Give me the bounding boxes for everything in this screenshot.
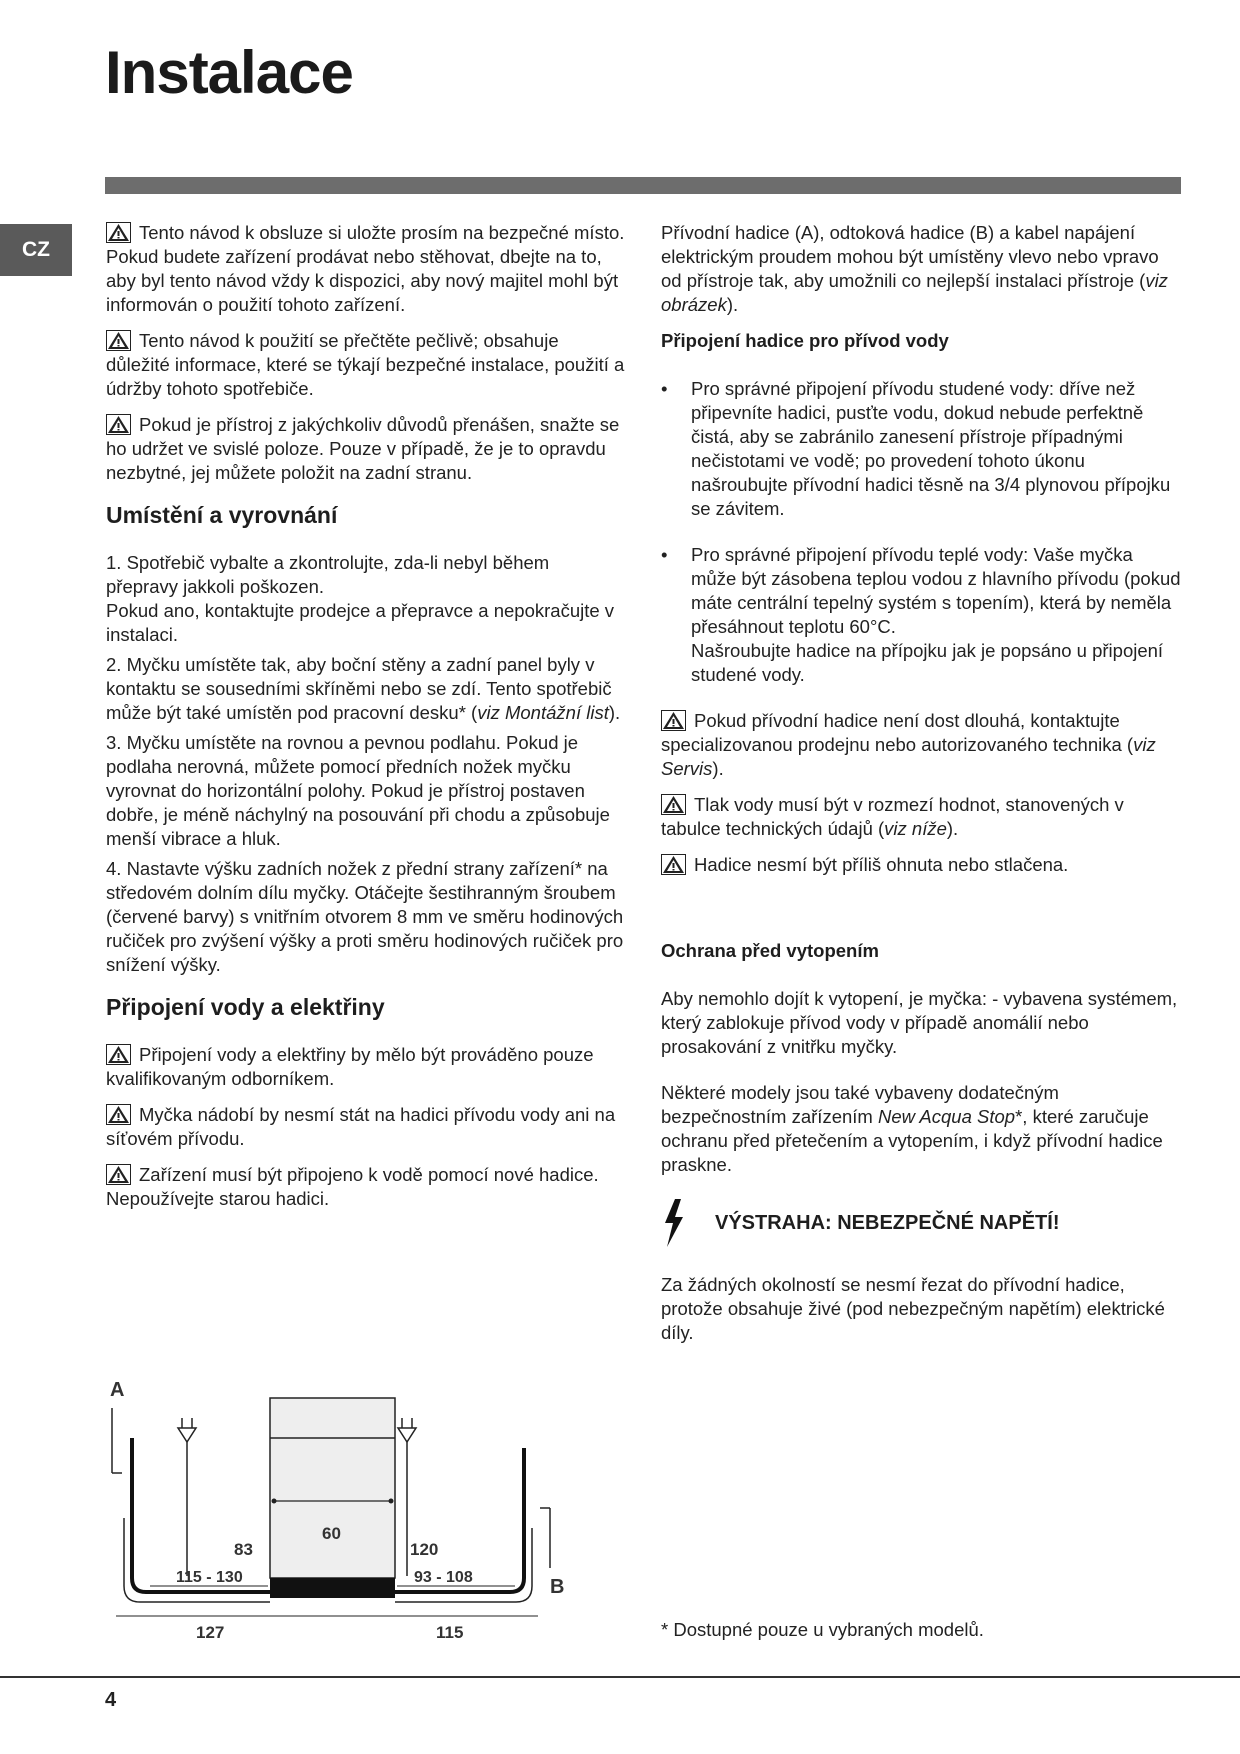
- right-column: [661, 221, 1181, 1357]
- step-2: 2. Myčku umístěte tak, aby boční stěny a zadní panel byly v kontaktu se sousedními skříněmi nebo se zdí. Tento spotřebič může být také umístěn pod pracovní desku* (viz Montážní list).: [106, 654, 621, 723]
- warning-paragraph: Tlak vody musí být v rozmezí hodnot, stanovených v tabulce technických údajů (viz níže).: [661, 794, 1124, 839]
- warning-paragraph: Tento návod k použití se přečtěte pečlivě; obsahuje důležité informace, které se týkají bezpečné instalace, použití a údržby tohoto spotřebiče.: [106, 330, 625, 399]
- water-bullets: [661, 377, 1181, 687]
- warning-icon: [661, 710, 686, 731]
- dishwasher-base: [270, 1578, 395, 1598]
- bullet-cold-water: • Pro správné připojení přívodu studené vody: dříve než připevníte hadici, pusťte vodu, dokud nebude perfektně čistá, aby se zabránilo zanesení přístroje případnými nečistotami ve vodě; po provedení tohoto úkonu našroubujte přívodní hadici těsně na 3/4 plynovou přípojku se závitem.: [661, 377, 1181, 521]
- warning-paragraph: Zařízení musí být připojeno k vodě pomocí nové hadice. Nepoužívejte starou hadici.: [106, 1164, 599, 1209]
- lightning-bolt-icon: [661, 1199, 685, 1247]
- diagram-label-b: B: [550, 1576, 565, 1598]
- dimension-left-range: 115 - 130: [176, 1569, 243, 1586]
- header-rule: [105, 177, 1181, 194]
- warning-icon: [106, 414, 131, 435]
- warning-paragraph: Hadice nesmí být příliš ohnuta nebo stlačena.: [661, 853, 1181, 877]
- left-trough-inner: [124, 1518, 270, 1602]
- danger-text: Za žádných okolností se nesmí řezat do přívodní hadice, protože obsahuje živé (pod nebezpečným napětím) elektrické díly.: [661, 1274, 1165, 1343]
- warning-icon: [106, 222, 131, 243]
- warning-paragraph: Pokud přívodní hadice není dost dlouhá, kontaktujte specializovanou prodejnu nebo autorizovaného technika (viz Servis).: [661, 710, 1156, 779]
- warning-icon: [661, 854, 686, 875]
- diagram-label-a: A: [110, 1379, 125, 1401]
- warning-icon: [106, 1164, 131, 1185]
- dimension-115: 115: [436, 1623, 464, 1642]
- dimension-60: 60: [322, 1524, 341, 1543]
- dimension-83: 83: [234, 1540, 253, 1559]
- page-number: 4: [105, 1689, 117, 1711]
- step-3: 3. Myčku umístěte na rovnou a pevnou podlahu. Pokud je podlaha nerovná, můžete pomocí předních nožek myčku vyrovnat do horizontální polohy. Pokud je přístroj postaven dobře, je méně náchylný na posouvání při chodu a způsobuje menší vibrace a hluk.: [106, 732, 610, 849]
- page-title: Instalace: [105, 39, 353, 106]
- left-tap-icon: [178, 1418, 196, 1576]
- installation-diagram: [110, 1379, 580, 1648]
- dimension-120: 120: [410, 1540, 439, 1559]
- section-heading-placement: Umístění a vyrovnání: [106, 502, 338, 528]
- danger-title: VÝSTRAHA: NEBEZPEČNÉ NAPĚTÍ!: [715, 1212, 1060, 1234]
- intro-paragraph: Přívodní hadice (A), odtoková hadice (B) a kabel napájení elektrickým proudem mohou být umístěny vlevo nebo vpravo od přístroje tak, aby umožnili co nejlepší instalaci přístroje (viz obrázek).: [661, 222, 1168, 315]
- step-4: 4. Nastavte výšku zadních nožek z přední strany zařízení* na středovém dolním dílu myčky. Otáčejte šestihranným šroubem (červené barvy) s vnitřním otvorem 8 mm ve směru hodinových ručiček pro zvýšení výšky a proti směru hodinových ručiček pro snížení výšky.: [106, 858, 624, 975]
- dimension-127: 127: [196, 1623, 225, 1642]
- flood-paragraph-1: Aby nemohlo dojít k vytopení, je myčka: - vybavena systémem, který zablokuje přívod vody v případě anomálií nebo prosakování z vnitřku myčky.: [661, 988, 1178, 1057]
- warning-paragraph: Pokud je přístroj z jakýchkoliv důvodů přenášen, snažte se ho udržet ve svislé poloze. Pouze v případě, že je to opravdu nezbytné, jej můžete položit na zadní stranu.: [106, 414, 620, 483]
- warning-icon: [106, 1104, 131, 1125]
- section-heading-connection: Připojení vody a elektřiny: [106, 994, 385, 1020]
- dimension-right-range: 93 - 108: [414, 1569, 473, 1586]
- step-1: 1. Spotřebič vybalte a zkontrolujte, zda-li nebyl během přepravy jakkoli poškozen. Pokud ano, kontaktujte prodejce a přepravce a nepokračujte v instalaci.: [106, 552, 615, 645]
- warning-paragraph: Tento návod k obsluze si uložte prosím na bezpečné místo. Pokud budete zařízení prodávat nebo stěhovat, dbejte na to, aby byl tento návod vždy k dispozici, aby nový majitel mohl být informován o použití tohoto zařízení.: [106, 222, 625, 315]
- warning-paragraph: Myčka nádobí by nesmí stát na hadici přívodu vody ani na síťovém přívodu.: [106, 1104, 616, 1149]
- footer-rule: [0, 1676, 1240, 1678]
- language-tab: CZ: [0, 224, 72, 276]
- bullet-hot-water: • Pro správné připojení přívodu teplé vody: Vaše myčka může být zásobena teplou vodou z hlavního přívodu (pokud máte centrální tepelný systém s topením), která by neměla přesáhnout teplotu 60°C. Našroubujte hadice na přípojku jak je popsáno u připojení studené vody.: [661, 543, 1181, 687]
- danger-heading: [661, 1199, 1181, 1247]
- left-column: [106, 221, 626, 1223]
- placement-steps: [106, 551, 626, 977]
- warning-icon: [661, 794, 686, 815]
- warning-paragraph: Připojení vody a elektřiny by mělo být prováděno pouze kvalifikovaným odborníkem.: [106, 1044, 594, 1089]
- width-arrow-end: [272, 1499, 277, 1504]
- warning-icon: [106, 1044, 131, 1065]
- width-arrow-end: [389, 1499, 394, 1504]
- footnote: * Dostupné pouze u vybraných modelů.: [661, 1619, 984, 1640]
- section-heading-flood: Ochrana před vytopením: [661, 940, 879, 961]
- flood-paragraph-2: Některé modely jsou také vybaveny dodatečným bezpečnostním zařízením New Acqua Stop*, které zaručuje ochranu před přetečením a vytopením, i když přívodní hadice praskne.: [661, 1082, 1163, 1175]
- section-heading-water-hose: Připojení hadice pro přívod vody: [661, 330, 949, 351]
- warning-icon: [106, 330, 131, 351]
- dishwasher-body: [270, 1398, 395, 1578]
